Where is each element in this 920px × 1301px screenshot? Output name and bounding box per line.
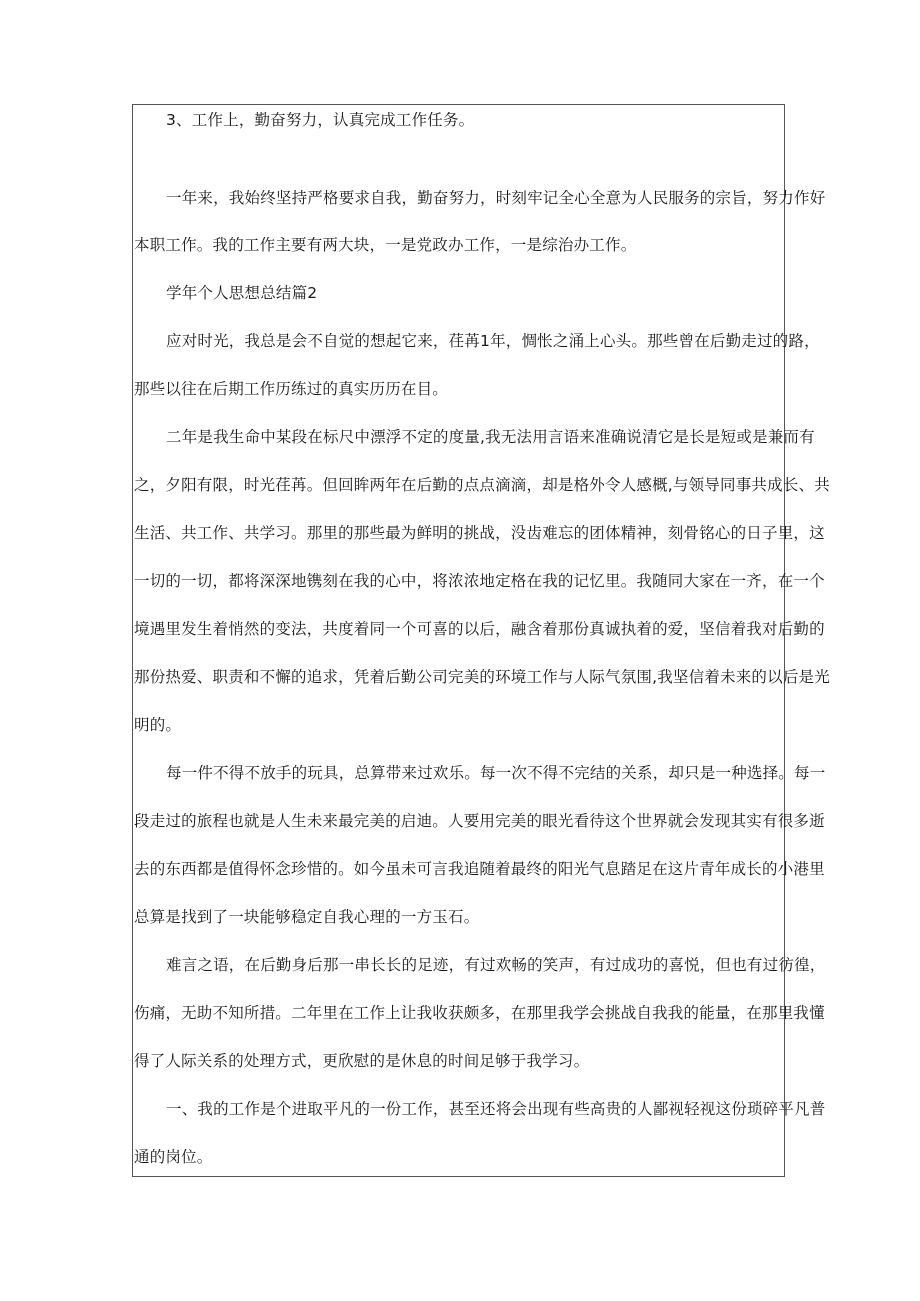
paragraph-line: 明的。 [134, 716, 182, 734]
paragraph-line: 那些以往在后期工作历练过的真实历历在目。 [134, 380, 449, 398]
paragraph-line: 境遇里发生着悄然的变法，共度着同一个可喜的以后，融含着那份真诚执着的爱，坚信着我对后勤的 [134, 620, 825, 638]
paragraph-line: 通的岗位。 [134, 1148, 213, 1166]
paragraph-line: 之，夕阳有限，时光荏苒。但回眸两年在后勤的点点滴滴，却是格外令人感概,与领导同事共成长、共 [134, 476, 830, 494]
section-heading: 学年个人思想总结篇2 [166, 284, 318, 302]
paragraph-line: 每一件不得不放手的玩具，总算带来过欢乐。每一次不得不完结的关系，却只是一种选择。每一 [166, 764, 826, 782]
paragraph-line: 难言之语，在后勤身后那一串长长的足迹，有过欢畅的笑声，有过成功的喜悦，但也有过彷徨， [166, 956, 826, 974]
paragraph-line: 总算是找到了一块能够稳定自我心理的一方玉石。 [134, 908, 480, 926]
paragraph-line: 应对时光，我总是会不自觉的想起它来，荏苒1年，惆怅之涌上心头。那些曾在后勤走过的路， [166, 332, 820, 350]
paragraph-line: 那份热爱、职责和不懈的追求，凭着后勤公司完美的环境工作与人际气氛围,我坚信着未来的以后是光 [134, 668, 830, 686]
paragraph-line: 二年是我生命中某段在标尺中漂浮不定的度量,我无法用言语来准确说清它是长是短或是兼而有 [166, 428, 815, 446]
paragraph-line: 一、我的工作是个进取平凡的一份工作，甚至还将会出现有些高贵的人鄙视轻视这份琐碎平凡普 [166, 1100, 826, 1118]
paragraph-line: 去的东西都是值得怀念珍惜的。如今虽未可言我追随着最终的阳光气息踏足在这片青年成长的小港里 [134, 860, 825, 878]
paragraph-line: 得了人际关系的处理方式，更欣慰的是休息的时间足够于我学习。 [134, 1052, 590, 1070]
list-item-3: 3、工作上，勤奋努力，认真完成工作任务。 [166, 111, 475, 129]
paragraph-line: 一年来，我始终坚持严格要求自我，勤奋努力，时刻牢记全心全意为人民服务的宗旨，努力作好 [166, 189, 826, 207]
paragraph-line: 段走过的旅程也就是人生未来最完美的启迪。人要用完美的眼光看待这个世界就会发现其实有很多逝 [134, 812, 825, 830]
paragraph-line: 生活、共工作、共学习。那里的那些最为鲜明的挑战，没齿难忘的团体精神，刻骨铭心的日子里，这 [134, 524, 825, 542]
paragraph-line: 一切的一切，都将深深地镌刻在我的心中，将浓浓地定格在我的记忆里。我随同大家在一齐，在一个 [134, 572, 825, 590]
paragraph-line: 伤痛，无助不知所措。二年里在工作上让我收获颇多，在那里我学会挑战自我我的能量，在那里我懂 [134, 1004, 825, 1022]
paragraph-line: 本职工作。我的工作主要有两大块，一是党政办工作，一是综治办工作。 [134, 236, 637, 254]
